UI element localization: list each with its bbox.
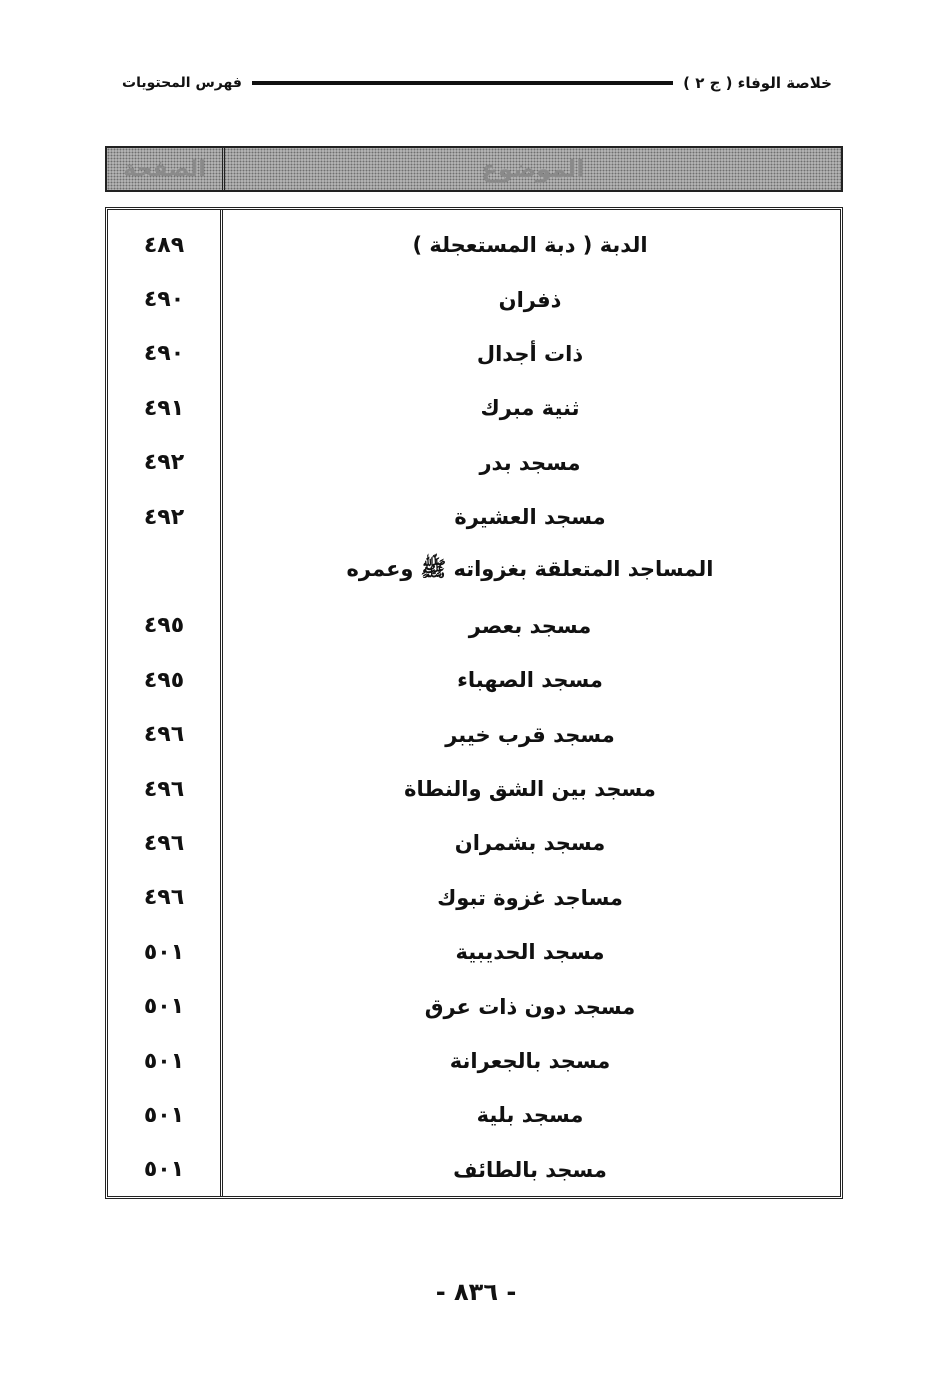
toc-entry [108, 979, 840, 1033]
entry-page: ٥٠١ [143, 1157, 185, 1183]
toc-entry [108, 708, 840, 762]
section-title: فهرس المحتويات [122, 75, 242, 91]
entry-page: ٤٩٦ [143, 722, 185, 748]
entry-topic: مسجد بين الشق والنطاة [404, 777, 656, 802]
entry-topic: مسجد العشيرة [454, 505, 606, 530]
entry-page: ٤٩٠ [143, 341, 185, 367]
toc-entry [108, 1143, 840, 1197]
entry-page: ٤٩٦ [143, 830, 185, 856]
toc-entry [108, 925, 840, 979]
entry-topic: ذفران [498, 287, 562, 312]
toc-entry [108, 272, 840, 326]
entry-page: ٥٠١ [143, 1102, 185, 1128]
toc-entry [108, 653, 840, 707]
entry-topic: مسجد الصهباء [457, 668, 603, 693]
toc-entry [108, 871, 840, 925]
toc-entry [108, 436, 840, 490]
toc-entry [108, 381, 840, 435]
entry-page: ٤٩٢ [143, 504, 185, 530]
toc-entry [108, 490, 840, 544]
toc-section-heading [108, 544, 840, 598]
page-number: - ٨٣٦ - [435, 1278, 517, 1306]
entry-page: ٤٩٥ [143, 613, 185, 639]
header-rule [252, 81, 673, 85]
toc-entry [108, 1088, 840, 1142]
book-title: خلاصة الوفاء ( ج ٢ ) [683, 74, 832, 92]
entry-topic: مسجد قرب خيبر [445, 722, 615, 747]
page-column-header: الصفحة [107, 148, 225, 190]
entry-page: ٤٩٢ [143, 450, 185, 476]
entry-topic: مسجد بشمران [454, 831, 606, 856]
toc-entry [108, 327, 840, 381]
toc-column-headers [105, 146, 843, 192]
entry-topic: ثنية مبرك [480, 396, 580, 421]
entry-topic: مسجد بالجعرانة [449, 1049, 611, 1074]
entry-page: ٤٩٦ [143, 776, 185, 802]
toc-entry [108, 762, 840, 816]
entry-topic: مسجد دون ذات عرق [424, 994, 636, 1019]
entry-page: ٥٠١ [143, 1048, 185, 1074]
entry-page: ٥٠١ [143, 994, 185, 1020]
entry-page: ٤٩٠ [143, 287, 185, 313]
entry-topic: مساجد غزوة تبوك [437, 885, 623, 910]
entry-topic: مسجد الحديبية [455, 940, 605, 965]
entry-page: ٥٠١ [143, 939, 185, 965]
toc-entry [108, 1034, 840, 1088]
entry-topic: مسجد بدر [479, 450, 581, 475]
entry-page: ٤٩٦ [143, 885, 185, 911]
entry-page: ٤٩٥ [143, 667, 185, 693]
entry-topic: مسجد بعصر [468, 613, 592, 638]
entry-topic: مسجد بالطائف [453, 1157, 607, 1182]
running-header [122, 70, 832, 96]
entry-page: ٤٩١ [143, 395, 185, 421]
toc-entry [108, 816, 840, 870]
entry-topic: ذات أجدال [476, 341, 584, 366]
entry-topic: الدبة ( دبة المستعجلة ) [412, 233, 648, 258]
entry-page: ٤٨٩ [143, 232, 185, 258]
toc-table [105, 207, 843, 1199]
entry-topic: مسجد بلية [476, 1103, 584, 1128]
entry-topic: المساجد المتعلقة بغزواته ﷺ وعمره [346, 557, 714, 582]
toc-entry [108, 218, 840, 272]
topic-column-header: الموضوع [481, 155, 585, 183]
toc-entry [108, 599, 840, 653]
